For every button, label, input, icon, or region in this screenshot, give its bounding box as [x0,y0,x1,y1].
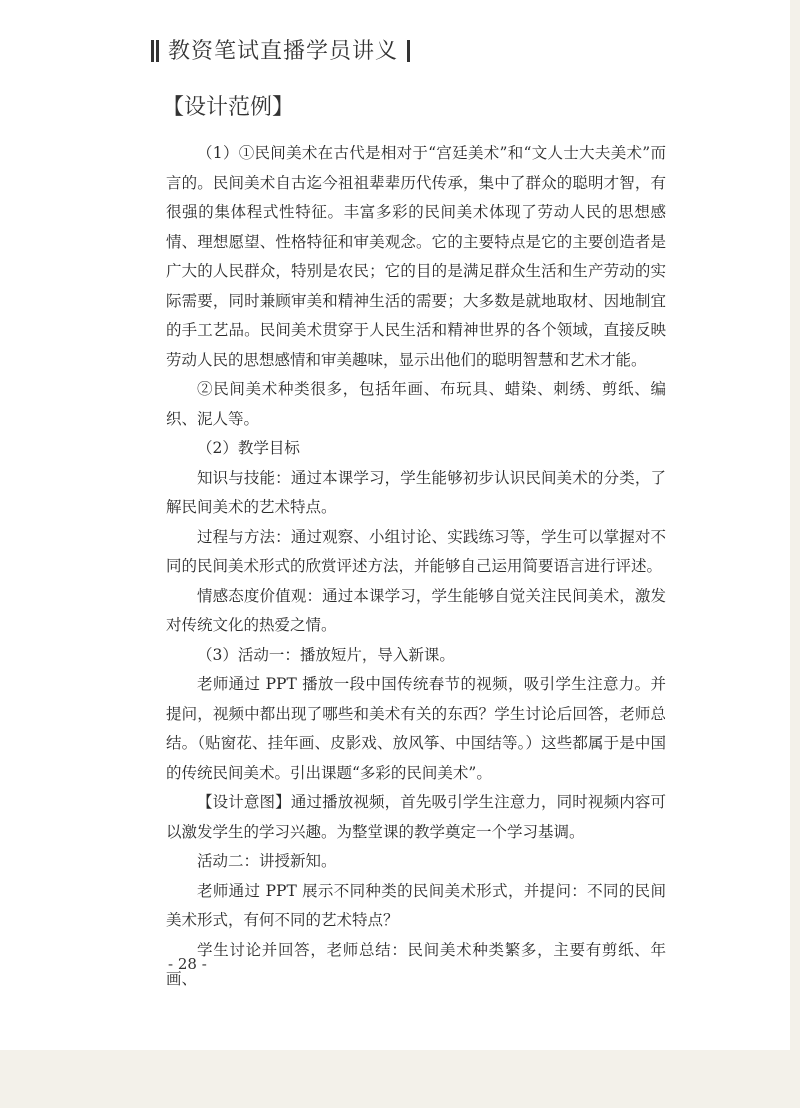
paragraph-teaching-goals-heading: （2）教学目标 [197,439,300,457]
paragraph-design-intent: 【设计意图】通过播放视频，首先吸引学生注意力，同时视频内容可以激发学生的学习兴趣。为整堂课的教学奠定一个学习基调。 [166,793,666,841]
header-bar-left-icon [151,40,154,62]
paragraph-folk-art-intro: （1）①民间美术在古代是相对于“宫廷美术”和“文人士大夫美术”而言的。民间美术自古迄今祖祖辈辈历代传承，集中了群众的聪明才智，有很强的集体程式性特征。丰富多彩的民间美术体现了劳动人民的思想感情、理想愿望、性格特征和审美观念。它的主要特点是它的主要创造者是广大的人民群众，特别是农民；它的目的是满足群众生活和生产劳动的实际需要，同时兼顾审美和精神生活的需要；大多数是就地取材、因地制宜的手工艺品。民间美术贯穿于人民生活和精神世界的各个领域，直接反映劳动人民的思想感情和审美趣味，显示出他们的聪明智慧和艺术才能。 [166,144,666,369]
section-title: 【设计范例】 [162,95,295,120]
paragraph-teacher-summary: 学生讨论并回答，老师总结：民间美术种类繁多，主要有剪纸、年画、 [166,940,666,988]
body-text [166,139,666,995]
page-number: - 28 - [168,955,207,973]
handout-header [150,34,411,65]
paragraph-activity-one: （3）活动一：播放短片，导入新课。 [197,645,455,664]
header-bar-left-icon-2 [156,40,159,62]
paragraph-ppt-question: 老师通过 PPT 展示不同种类的民间美术形式，并提问：不同的民间美术形式，有何不同的艺术特点？ [166,881,666,929]
paragraph-activity-two: 活动二：讲授新知。 [197,852,337,870]
paragraph-video-intro: 老师通过 PPT 播放一段中国传统春节的视频，吸引学生注意力。并提问，视频中都出现了哪些和美术有关的东西？学生讨论后回答，老师总结。（贴窗花、挂年画、皮影戏、放风筝、中国结等。）这些都属于是中国的传统民间美术。引出课题“多彩的民间美术”。 [166,675,666,782]
header-title: 教资笔试直播学员讲义 [168,39,399,64]
paragraph-knowledge-skills: 知识与技能：通过本课学习，学生能够初步认识民间美术的分类，了解民间美术的艺术特点。 [166,468,666,516]
header-bar-right-icon [407,40,410,62]
paragraph-emotion-values: 情感态度价值观：通过本课学习，学生能够自觉关注民间美术，激发对传统文化的热爱之情。 [166,586,666,634]
paragraph-process-methods: 过程与方法：通过观察、小组讨论、实践练习等，学生可以掌握对不同的民间美术形式的欣赏评述方法，并能够自己运用简要语言进行评述。 [166,527,666,575]
paragraph-folk-art-types: ②民间美术种类很多，包括年画、布玩具、蜡染、刺绣、剪纸、编织、泥人等。 [166,380,666,428]
